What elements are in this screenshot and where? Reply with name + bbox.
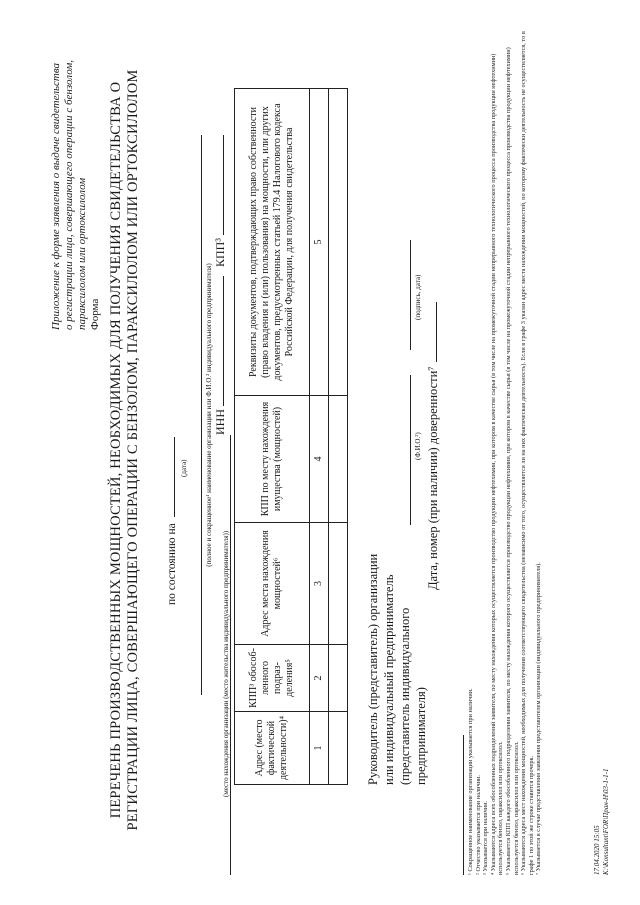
appendix-note <box>50 30 102 330</box>
signer-label: Руководитель (представитель) организации или индивидуальный предприниматель (представитель индивидуального предпринимателя) <box>366 553 428 785</box>
column-number: 5 <box>310 89 329 396</box>
header-cell: КПП³ обособ-ленного подраз-деления⁵ <box>235 645 310 712</box>
column-number: 4 <box>310 396 329 523</box>
footnote: ⁷ Указывается в случае представления заявления представителем организации (индивидуального предпринимателя). <box>535 562 543 875</box>
fio-caption: (Ф.И.О.²) <box>414 432 422 460</box>
kpp-blank <box>212 135 224 235</box>
print-meta <box>593 768 610 875</box>
print-date: 17.04.2020 15:05 <box>593 825 601 875</box>
footnote: ⁶ Указываются адреса мест нахождения мощностей, необходимых для получения соответствующего свидетельства (независимо от того, осуществляется ли на них фактическая деятельность). Если в графе 3 указан адрес места нахождения мощностей, по которому фактически деятельность не осуществляется, то в графе 1 по этой же строке ставится прочерк. <box>520 31 535 875</box>
org-name-line <box>200 135 202 695</box>
footnote: ³ Указывается при наличии. <box>482 800 490 875</box>
footnote-rule <box>463 735 464 875</box>
table-cell[interactable] <box>329 89 348 396</box>
header-cell: КПП по месту нахождения имущества (мощностей) <box>235 396 310 523</box>
inn-blank <box>212 276 224 406</box>
header-cell: Реквизиты документов, подтверждающих право собственности (право владения и (или) пользования) на мощности, или других документов, предусмотренных статьей 179.4 Налогового кодекса Российской Федерации, для получения свидетельства <box>235 89 310 396</box>
footnotes <box>467 25 543 875</box>
footnote: ¹ Сокращенное наименование организации указывается при наличии. <box>467 688 474 875</box>
table-cell[interactable] <box>329 645 348 712</box>
file-path: К:\Konsultant\FOR\Пран-Н\03-1-1-1 <box>601 768 610 875</box>
signature-line <box>410 240 411 350</box>
table-cell[interactable] <box>329 396 348 523</box>
poa-blank <box>425 302 437 362</box>
footnote: ² Отчество указывается при наличии. <box>474 775 482 875</box>
table-number-row <box>310 89 329 785</box>
appendix-line: параксилолом или ортоксилолом <box>76 177 88 330</box>
signature-caption: (подпись, дата) <box>414 274 422 320</box>
appendix-line: о регистрации лица, совершающего операции с бензолом, <box>63 59 75 330</box>
date-caption: (дата) <box>180 459 188 477</box>
header-cell: Адрес места нахождения мощностей⁶ <box>235 523 310 645</box>
org-name-caption: (полное и сокращенное¹ наименование организации или Ф.И.О.² индивидуального предпринимателя) <box>205 263 213 567</box>
table-header-row <box>235 89 310 785</box>
capacities-table <box>234 88 348 785</box>
footnote: ⁵ Указывается КПП каждого обособленного подразделения заявителя, по месту нахождения которого осуществляется производство продукции нефтехимии, при котором в качестве сырья (в том числе на промежуточной стадии непрерывного технологического процесса производства продукции нефтехимии) используется бензол, параксилол или ортоксилол. <box>504 47 520 875</box>
as-of-label: по состоянию на <box>166 523 178 605</box>
fio-line <box>410 375 411 525</box>
address-caption: (место нахождения организации (место жительства индивидуального предпринимателя)) <box>222 530 230 797</box>
address-line <box>230 435 231 875</box>
table-cell[interactable] <box>329 712 348 785</box>
date-blank <box>163 437 175 517</box>
column-number: 3 <box>310 523 329 645</box>
kpp-label: КПП³ <box>213 238 227 267</box>
inn-label: ИНН <box>213 409 227 435</box>
poa-label: Дата, номер (при наличии) доверенности⁷ <box>426 366 440 590</box>
inn-kpp-row <box>212 135 228 435</box>
as-of-date-row <box>163 437 178 605</box>
column-number: 1 <box>310 712 329 785</box>
appendix-line: Приложение к форме заявления о выдаче свидетельства <box>50 62 62 330</box>
table-row <box>329 89 348 785</box>
document-title <box>108 25 142 875</box>
power-of-attorney-row <box>425 302 441 590</box>
table-cell[interactable] <box>329 523 348 645</box>
form-label: Форма <box>89 298 101 330</box>
header-cell: Адрес (место фактической деятельности)⁴ <box>235 712 310 785</box>
column-number: 2 <box>310 645 329 712</box>
title-line: ПЕРЕЧЕНЬ ПРОИЗВОДСТВЕННЫХ МОЩНОСТЕЙ, НЕОБХОДИМЫХ ДЛЯ ПОЛУЧЕНИЯ СВИДЕТЕЛЬСТВА О <box>108 81 124 819</box>
footnote: ⁴ Указываются адреса всех обособленных подразделений заявителя, по месту нахождения которых осуществляется производство продукции нефтехимии, при котором в качестве сырья (в том числе на промежуточной стадии непрерывного технологического процесса производства продукции нефтехимии) используется бензол, параксилол или ортоксилол. <box>489 53 505 875</box>
title-line: РЕГИСТРАЦИИ ЛИЦА, СОВЕРШАЮЩЕГО ОПЕРАЦИИ С БЕНЗОЛОМ, ПАРАКСИЛОЛОМ ИЛИ ОРТОКСИЛОЛОМ <box>125 69 141 831</box>
